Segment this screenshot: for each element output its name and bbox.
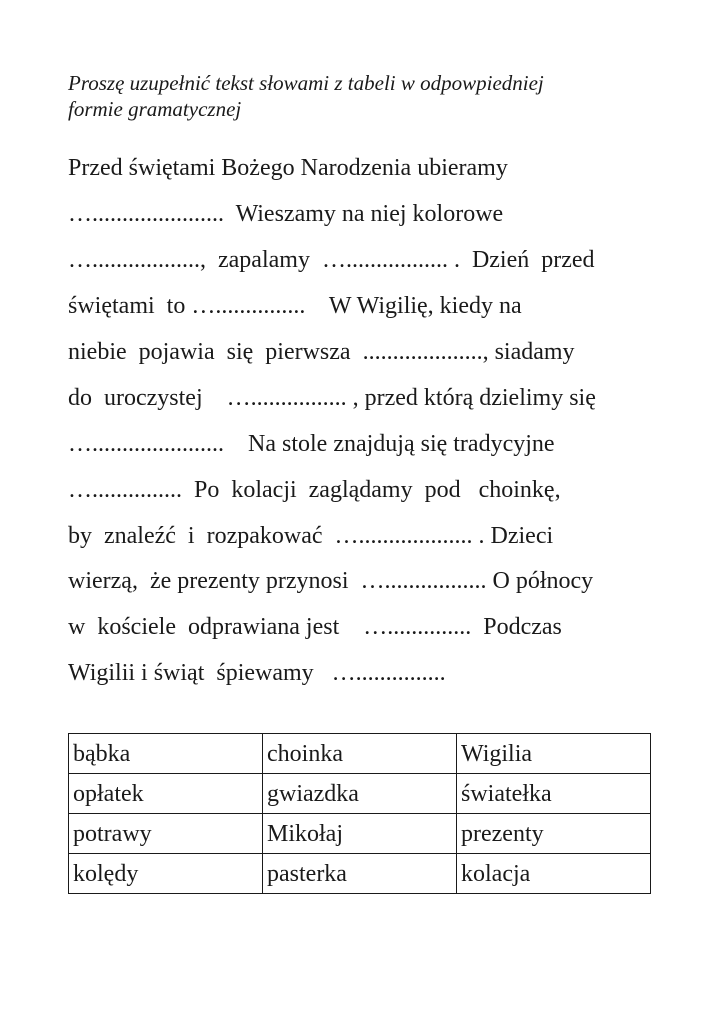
table-cell: bąbka	[69, 734, 263, 774]
text-line: niebie pojawia się pierwsza ...................., siadamy	[68, 339, 575, 365]
table-cell: kolędy	[69, 854, 263, 894]
table-cell: pasterka	[263, 854, 457, 894]
text-line: wierzą, że prezenty przynosi …................. O północy	[68, 568, 594, 594]
table-cell: światełka	[457, 774, 651, 814]
table-row	[69, 814, 651, 854]
text-line: ….................., zapalamy …................. . Dzień przed	[68, 247, 595, 273]
table-cell: gwiazdka	[263, 774, 457, 814]
text-line: by znaleźć i rozpakować …................... . Dzieci	[68, 523, 554, 549]
table-cell: opłatek	[69, 774, 263, 814]
word-bank-table	[68, 733, 651, 894]
table-cell: choinka	[263, 734, 457, 774]
text-line: świętami to …............... W Wigilię, kiedy na	[68, 293, 522, 319]
instruction-line-1: Proszę uzupełnić tekst słowami z tabeli w odpowpiedniej	[68, 71, 544, 95]
text-line: …............... Po kolacji zaglądamy pod choinkę,	[68, 477, 561, 503]
table-row	[69, 854, 651, 894]
table-cell: kolacja	[457, 854, 651, 894]
text-line: …...................... Na stole znajdują się tradycyjne	[68, 431, 555, 457]
table-row	[69, 774, 651, 814]
table-cell: prezenty	[457, 814, 651, 854]
text-line: Wigilii i świąt śpiewamy …...............	[68, 660, 446, 686]
table-row	[69, 734, 651, 774]
text-line: do uroczystej …................ , przed którą dzielimy się	[68, 385, 596, 411]
table-cell: Wigilia	[457, 734, 651, 774]
table-cell: Mikołaj	[263, 814, 457, 854]
text-line: …...................... Wieszamy na niej kolorowe	[68, 201, 504, 227]
text-line: Przed świętami Bożego Narodzenia ubieramy	[68, 155, 508, 181]
instruction-line-2: formie gramatycznej	[68, 97, 242, 121]
table-cell: potrawy	[69, 814, 263, 854]
text-line: w kościele odprawiana jest ….............. Podczas	[68, 614, 562, 640]
instruction	[68, 70, 668, 122]
